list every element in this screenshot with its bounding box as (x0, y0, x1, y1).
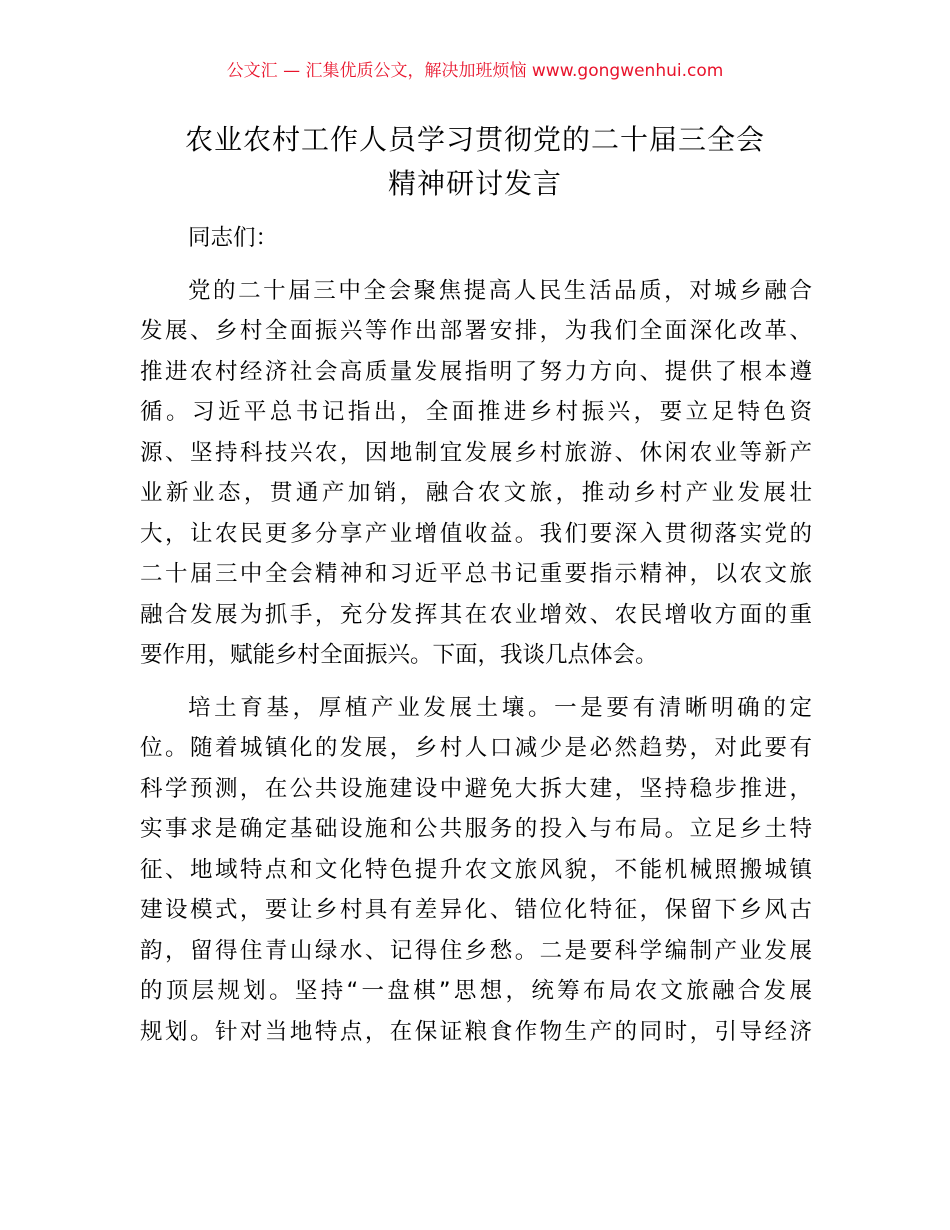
paragraph-line: 要作用，赋能乡村全面振兴。下面，我谈几点体会。 (140, 642, 658, 668)
paragraph-2 (140, 688, 812, 1053)
paragraph-line: 大，让农民更多分享产业增值收益。我们要深入贯彻落实党的 (140, 520, 812, 547)
paragraph-line: 规划。针对当地特点，在保证粮食作物生产的同时，引导经济 (140, 1018, 812, 1045)
paragraph-line: 业新业态，贯通产加销，融合农文旅，推动乡村产业发展壮 (140, 480, 812, 506)
paragraph-line: 建设模式，要让乡村具有差异化、错位化特征，保留下乡风古 (140, 897, 812, 923)
paragraph-line: 发展、乡村全面振兴等作出部署安排，为我们全面深化改革、 (140, 318, 812, 344)
paragraph-line: 循。习近平总书记指出，全面推进乡村振兴，要立足特色资 (140, 399, 812, 425)
paragraph-line: 韵，留得住青山绿水、记得住乡愁。二是要科学编制产业发展 (140, 937, 812, 964)
title-line-1: 农业农村工作人员学习贯彻党的二十届三全会 (184, 123, 765, 156)
document-body (140, 218, 812, 1052)
paragraph-line: 二十届三中全会精神和习近平总书记重要指示精神，以农文旅 (140, 561, 812, 587)
title-line-2: 精神研讨发言 (387, 167, 562, 200)
paragraph-line: 的顶层规划。坚持“一盘棋”思想，统筹布局农文旅融合发展 (140, 978, 812, 1004)
paragraph-line: 实事求是确定基础设施和公共服务的投入与布局。立足乡土特 (140, 816, 812, 842)
site-banner: 公文汇 — 汇集优质公文，解决加班烦恼 www.gongwenhui.com (226, 61, 724, 81)
document-title (130, 118, 820, 206)
salutation: 同志们： (188, 225, 279, 251)
paragraph-line: 培土育基，厚植产业发展土壤。一是要有清晰明确的定 (188, 694, 812, 721)
paragraph-1 (140, 271, 812, 676)
paragraph-line: 融合发展为抓手，充分发挥其在农业增效、农民增收方面的重 (140, 601, 812, 628)
paragraph-line: 推进农村经济社会高质量发展指明了努力方向、提供了根本遵 (140, 358, 812, 385)
paragraph-line: 征、地域特点和文化特色提升农文旅风貌，不能机械照搬城镇 (140, 856, 812, 883)
paragraph-line: 科学预测，在公共设施建设中避免大拆大建，坚持稳步推进， (140, 775, 812, 802)
paragraph-line: 位。随着城镇化的发展，乡村人口减少是必然趋势，对此要有 (140, 735, 812, 761)
paragraph-line: 源、坚持科技兴农，因地制宜发展乡村旅游、休闲农业等新产 (140, 439, 812, 466)
paragraph-line: 党的二十届三中全会聚焦提高人民生活品质，对城乡融合 (188, 277, 812, 304)
